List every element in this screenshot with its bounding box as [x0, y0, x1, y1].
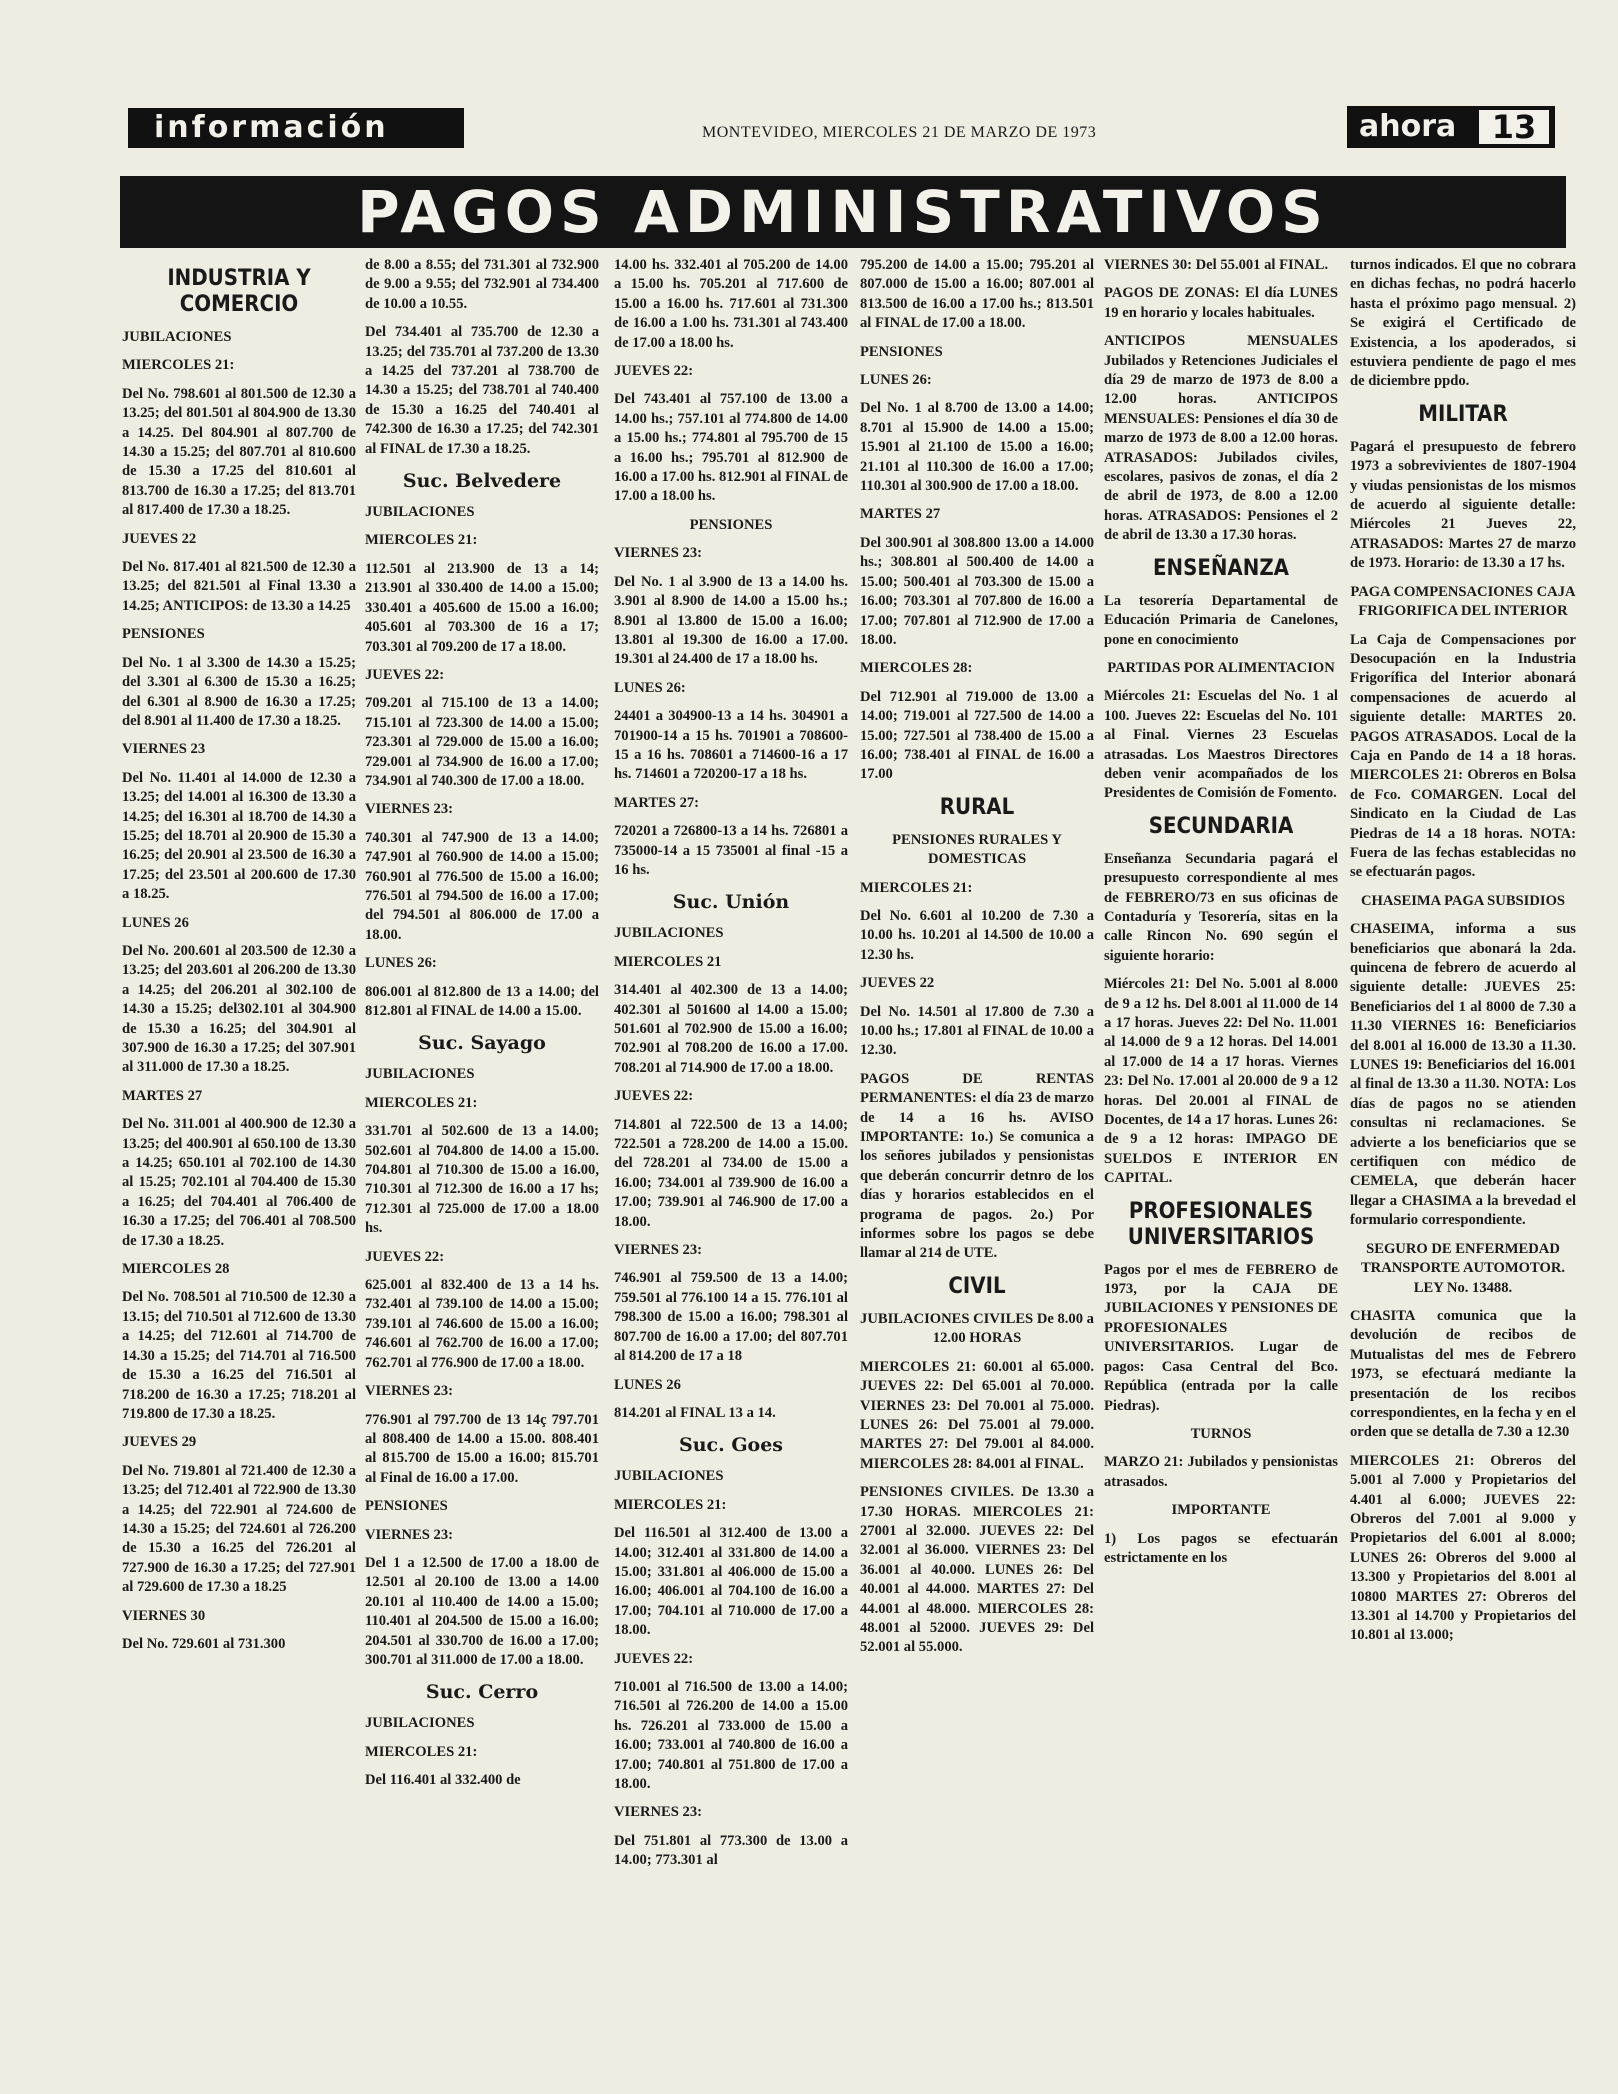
subheading: PAGA COMPENSACIONES CAJA FRIGORIFICA DEL INTERIOR: [1350, 583, 1576, 620]
paragraph: Del 300.901 al 308.800 13.00 a 14.000 hs.; 308.801 al 500.400 de 14.00 a 15.00; 500.401 al 703.300 de 15.00 a 16.00; 703.301 al 707.800 de 16.00 a 17.00; 707.801 al 712.900 de 17.00 a 18.00.: [860, 534, 1094, 648]
paragraph: Del No. 311.001 al 400.900 de 12.30 a 13.25; del 400.901 al 650.100 de 13.30 a 14.25; 650.101 al 702.100 de 14.30 al 15.25; 702.101 al 704.400 de 15.30 a 16.25; del 704.401 al 706.400 de 16.30 a 17.25; del 706.401 al 708.500 de 17.30 a 18.25.: [122, 1116, 356, 1249]
subheading: JUBILACIONES: [614, 925, 724, 942]
column-6: [1350, 256, 1576, 1655]
subheading: PENSIONES: [365, 1498, 448, 1515]
paragraph: Del 1 a 12.500 de 17.00 a 18.00 de 12.501 al 20.100 de 13.00 a 14.00 20.101 al 110.400 de 14.00 a 15.00; 110.401 al 204.500 de 15.00 a 16.00; 204.501 al 330.700 de 16.00 a 17.00; 300.701 al 311.000 de 17.00 a 18.00.: [365, 1554, 599, 1668]
subheading: JUBILACIONES: [365, 1715, 475, 1732]
column-4: [860, 256, 1094, 1667]
paragraph: 776.901 al 797.700 de 13 14ç 797.701 al 808.400 de 14.00 a 15.00. 808.401 al 815.700 de 15.00 a 16.00; 815.701 al Final de 16.00 a 17.00.: [365, 1411, 599, 1486]
subheading: VIERNES 23:: [365, 801, 453, 818]
subheading: JUBILACIONES: [365, 504, 475, 521]
subheading: MIERCOLES 21:: [122, 357, 235, 374]
section-heading: INDUSTRIA Y COMERCIO: [167, 266, 311, 317]
subheading: MARTES 27:: [614, 794, 700, 811]
subheading: JUBILACIONES: [365, 1066, 475, 1083]
paragraph: Del No. 1 al 3.300 de 14.30 a 15.25; del 3.301 al 6.300 de 15.30 a 16.25; del 6.301 al 8.900 de 16.30 a 17.25; del 8.901 al 11.400 de 17.30 a 18.25.: [122, 654, 356, 729]
subheading: MIERCOLES 21: [614, 953, 722, 970]
subheading: VIERNES 23:: [365, 1383, 453, 1400]
column-1: [122, 256, 356, 1663]
paragraph: PAGOS DE ZONAS: El día LUNES 19 en horario y locales habituales.: [1104, 285, 1338, 321]
paragraph: Pagará el presupuesto de febrero 1973 a sobrevivientes de 1807-1904 y viudas pensionistas de los mismos de acuerdo al siguiente detalle: Miércoles 21 Jueves 22, ATRASADOS: Martes 27 de marzo de 1973. Horario: de 13.30 a 17 hs.: [1350, 438, 1576, 572]
branch-heading: Suc. Unión: [672, 891, 790, 914]
subheading: VIERNES 23: [122, 741, 206, 758]
section-heading: CIVIL: [948, 1273, 1006, 1299]
paragraph: 1) Los pagos se efectuarán estrictamente en los: [1104, 1530, 1338, 1566]
newspaper-name: [1347, 106, 1555, 148]
section-heading: MILITAR: [1418, 401, 1508, 427]
dateline: MONTEVIDEO, MIERCOLES 21 DE MARZO DE 1973: [702, 124, 1097, 141]
subheading: MIERCOLES 21:: [365, 1094, 478, 1111]
subheading: JUEVES 22:: [365, 1248, 445, 1265]
subheading: JUBILACIONES: [122, 329, 232, 345]
branch-heading: Suc. Cerro: [425, 1681, 539, 1704]
subheading: PENSIONES RURALES Y DOMESTICAS: [892, 831, 1062, 868]
subheading: VIERNES 30: [122, 1607, 206, 1624]
subheading: CHASEIMA PAGA SUBSIDIOS: [1360, 892, 1566, 909]
paragraph: 710.001 al 716.500 de 13.00 a 14.00; 716.501 al 726.200 de 14.00 a 15.00 hs. 726.201 al 733.000 de 15.00 a 16.00; 733.001 al 740.800 de 16.00 a 17.00; 740.801 al 751.800 de 17.00 a 18.00.: [614, 1678, 848, 1792]
banner-title: PAGOS ADMINISTRATIVOS: [120, 176, 1566, 248]
paragraph: Miércoles 21: Del No. 5.001 al 8.000 de 9 a 12 hs. Del 8.001 al 11.000 de 14 a 17 horas. Jueves 22: Del No. 11.001 al 14.000 de 9 a 12 horas. Del 14.001 al 17.000 de 14 a 17 horas. Viernes 23: Del No. 17.001 al 20.000 de 9 a 12 horas. Del 20.001 al FINAL de Docentes, de 14 a 17 horas. Lunes 26: de 9 a 12 horas: IMPAGO DE SUELDOS E INTERIOR EN CAPITAL.: [1104, 976, 1338, 1187]
paragraph: Del 116.501 al 312.400 de 13.00 a 14.00; 312.401 al 331.800 de 14.00 a 15.00; 331.801 al 406.000 de 15.00 a 16.00; 406.001 al 704.100 de 16.00 a 17.00; 704.101 al 710.000 de 17.00 a 18.00.: [614, 1525, 848, 1639]
paragraph: 746.901 al 759.500 de 13 a 14.00; 759.501 al 776.100 14 a 15. 776.101 al 798.300 de 15.00 a 16.00; 798.301 al 807.700 de 16.00 a 17.00; del 807.701 al 814.200 de 17 a 18: [614, 1270, 848, 1365]
subheading: VIERNES 23:: [614, 545, 702, 562]
paragraph: 24401 a 304900-13 a 14 hs. 304901 a 701900-14 a 15 hs. 701901 a 708600-15 a 16 hs. 708601 a 714600-16 a 17 hs. 714601 a 720200-17 a 18 hs.: [614, 708, 848, 783]
subheading: MIERCOLES 21:: [365, 1743, 478, 1760]
subheading: PARTIDAS POR ALIMENTACION: [1107, 659, 1335, 676]
paragraph: 806.001 al 812.800 de 13 a 14.00; del 812.801 al FINAL de 14.00 a 15.00.: [365, 983, 599, 1019]
paragraph: MIERCOLES 21: Obreros del 5.001 al 7.000 y Propietarios del 4.401 al 6.000; JUEVES 22: Obreros del 7.001 al 9.000 y Propietarios del 6.001 al 8.000; LUNES 26: Obreros del 9.000 al 13.300 y Propietarios del 8.001 al 10800 MARTES 27: Obreros del 13.301 al 14.700 y Propietarios del 10.801 al 13.000;: [1350, 1452, 1576, 1644]
subheading: JUBILACIONES CIVILES De 8.00 a 12.00 HORAS: [860, 1310, 1094, 1347]
paragraph: CHASEIMA, informa a sus beneficiarios que abonará la 2da. quincena de febrero de acuerdo al siguiente detalle: JUEVES 25: Beneficiarios del 1 al 8000 de 7.30 a 11.30 VIERNES 16: Beneficiarios del 8.001 al 16.000 de 13.30 a 11.30. LUNES 19: Beneficiarios del 16.001 al final de 13.30 a 11.30. NOTA: Los días de pagos no se atienden consultas ni reclamaciones. Se advierte a los beneficiarios que se certifiquen con médico de CEMELA, que deberán hacer llegar a CHASIMA a la brevedad el formulario correspondiente.: [1350, 921, 1576, 1229]
column-5: [1104, 256, 1338, 1577]
paragraph: 331.701 al 502.600 de 13 a 14.00; 502.601 al 704.800 de 14.00 a 15.00. 704.801 al 710.300 de 15.00 a 16.00, 710.301 al 712.300 de 16.00 a 17 hs; 712.301 al 725.000 de 17.00 a 18.00 hs.: [365, 1123, 599, 1237]
subheading: MARTES 27: [122, 1087, 203, 1104]
paragraph: Del No. 11.401 al 14.000 de 12.30 a 13.25; del 14.001 al 16.300 de 13.30 a 14.25; del 16.301 al 18.700 de 14.30 a 15.25; del 18.701 al 20.900 de 15.30 a 16.25; del 20.901 al 23.500 de 16.30 a 17.25; del 23.501 al 200.600 de 17.30 a 18.25.: [122, 769, 356, 903]
paragraph: Del 116.401 al 332.400 de: [365, 1772, 521, 1789]
newspaper-title: ahora: [1359, 109, 1457, 144]
subheading: MIERCOLES 28:: [860, 660, 973, 677]
subheading: JUEVES 22:: [614, 1650, 694, 1667]
paragraph: de 8.00 a 8.55; del 731.301 al 732.900 de 9.00 a 9.55; del 732.901 al 734.400 de 10.00 a 10.55.: [365, 257, 599, 312]
paragraph: La Caja de Compensaciones por Desocupación en la Industria Frigorífica del Interior abonará compensaciones de acuerdo al siguiente detalle: MARTES 20. PAGOS ATRASADOS. Local de la Caja en Pando de 14 a 18 horas. MIERCOLES 21: Obreros en Bolsa de Fco. COMARGEN. Local del Sindicato en la Ciudad de Las Piedras de 14 a 18 horas. NOTA: Fuera de las fechas establecidas no se efectuarán pagos.: [1350, 631, 1576, 881]
subheading: SEGURO DE ENFERMEDAD TRANSPORTE AUTOMOTOR. LEY No. 13488.: [1360, 1240, 1566, 1296]
paragraph: CHASITA comunica que la devolución de recibos de Mutualistas del mes de Febrero 1973, se efectuará mediante la presentación de los recibos correspondientes, en la fecha y en el orden que se detalla de 7.30 a 12.30: [1350, 1307, 1576, 1441]
subheading: PENSIONES: [689, 516, 773, 533]
paragraph: VIERNES 30: Del 55.001 al FINAL.: [1104, 257, 1329, 273]
paragraph: Del No. 719.801 al 721.400 de 12.30 a 13.25; del 712.401 al 722.900 de 13.30 a 14.25; del 722.901 al 724.600 de 14.30 a 15.25; del 724.601 al 726.200 de 15.30 a 16.25 del 726.201 al 727.900 de 16.30 a 17.25; del 727.901 al 729.600 de 17.30 a 18.25: [122, 1462, 356, 1596]
subheading: JUEVES 22:: [365, 666, 445, 683]
subheading: IMPORTANTE: [1171, 1502, 1271, 1519]
column-2: [365, 256, 599, 1800]
subheading: VIERNES 23:: [614, 1804, 702, 1821]
paragraph: Del 751.801 al 773.300 de 13.00 a 14.00; 773.301 al: [614, 1832, 848, 1869]
subheading: LUNES 26: [122, 914, 189, 931]
paragraph: Del 712.901 al 719.000 de 13.00 a 14.00; 719.001 al 727.500 de 14.00 a 15.00; 727.501 al 738.400 de 15.00 a 16.00; 738.401 al FINAL de 16.00 a 17.00: [860, 688, 1094, 783]
subheading: JUEVES 22: [122, 530, 197, 547]
paragraph: 14.00 hs. 332.401 al 705.200 de 14.00 a 15.00 hs. 705.201 al 717.600 de 15.00 a 16.00 hs. 717.601 al 731.300 de 16.00 a 1.00 hs. 731.301 al 743.400 de 17.00 a 18.00 hs.: [614, 257, 848, 351]
paragraph: Del No. 817.401 al 821.500 de 12.30 a 13.25; del 821.501 al Final 13.30 a 14.25; ANTICIPOS: de 13.30 a 14.25: [122, 559, 356, 614]
subheading: JUEVES 22:: [614, 363, 694, 380]
subheading: PENSIONES: [860, 343, 943, 360]
paragraph: PAGOS DE RENTAS PERMANENTES: el día 23 de marzo de 14 a 16 hs. AVISO IMPORTANTE: 1o.) Se comunica a los señores jubilados y pensionistas que deberán concurrir detnro de los días y horarios establecidos en el programa de pagos. 2o.) Por informes sobre los pagos se debe llamar al 214 de UTE.: [860, 1070, 1094, 1262]
paragraph: turnos indicados. El que no cobrara en dichas fechas, no podrá hacerlo hasta el próximo pago mensual. 2) Se exigirá el Certificado de Existencia, a los apoderados, si estuviera pendiente de pago el mes de diciembre ppdo.: [1350, 257, 1576, 390]
subheading: PENSIONES: [122, 626, 205, 643]
subheading: JUBILACIONES: [614, 1468, 724, 1485]
branch-heading: Suc. Belvedere: [402, 470, 562, 493]
section-label: información: [128, 108, 464, 148]
subheading: LUNES 26:: [860, 372, 932, 389]
paragraph: ANTICIPOS MENSUALES Jubilados y Retenciones Judiciales el día 29 de marzo de 1973 de 8.00 a 12.00 horas. ANTICIPOS MENSUALES: Pensiones el día 30 de marzo de 1973 de 8.00 a 12.00 horas. ATRASADOS: Jubilados civiles, escolares, pasivos de zonas, el día 2 de abril de 1973, de 8.00 a 12.00 horas. ATRASADOS: Pensiones el 2 de abril de 13.30 a 17.30 horas.: [1104, 333, 1338, 544]
branch-heading: Suc. Goes: [678, 1434, 784, 1457]
paragraph: 709.201 al 715.100 de 13 a 14.00; 715.101 al 723.300 de 14.00 a 15.00; 723.301 al 729.000 de 15.00 a 16.00; 729.001 al 734.900 de 16.00 a 17.00; 734.901 al 740.300 de 17.00 a 18.00.: [365, 695, 599, 789]
paragraph: Del No. 1 al 8.700 de 13.00 a 14.00; 8.701 al 15.900 de 14.00 a 15.00; 15.901 al 21.100 de 15.00 a 16.00; 21.101 al 110.300 de 16.00 a 17.00; 110.301 al 300.900 de 17.00 a 18.00.: [860, 400, 1094, 495]
section-heading: SECUNDARIA: [1148, 813, 1294, 839]
paragraph: 625.001 al 832.400 de 13 a 14 hs. 732.401 al 739.100 de 14.00 a 15.00; 739.101 al 746.600 de 15.00 a 16.00; 746.601 al 762.700 de 16.00 a 17.00; 762.701 al 776.900 de 17.00 a 18.00.: [365, 1277, 599, 1371]
subheading: LUNES 26: [614, 1376, 681, 1393]
subheading: MIERCOLES 28: [122, 1261, 230, 1278]
page-number: 13: [1479, 110, 1549, 144]
branch-heading: Suc. Sayago: [418, 1032, 546, 1055]
subheading: JUEVES 22:: [614, 1088, 694, 1105]
paragraph: Del 734.401 al 735.700 de 12.30 a 13.25; del 735.701 al 737.200 de 13.30 a 14.25 del 737.201 al 738.700 de 14.30 a 15.25; del 738.701 al 740.400 de 15.30 a 16.25 del 740.401 al 742.300 de 16.30 a 17.25; del 742.301 al FINAL de 17.30 a 18.25.: [365, 324, 599, 457]
paragraph: Del No. 1 al 3.900 de 13 a 14.00 hs. 3.901 al 8.900 de 14.00 a 15.00 hs.; 8.901 al 13.800 de 15.00 a 16.00; 13.801 al 19.300 de 16.00 a 17.00. 19.301 al 24.400 de 17 a 18.00 hs.: [614, 573, 848, 668]
paragraph: 795.200 de 14.00 a 15.00; 795.201 al 807.000 de 15.00 a 16.00; 807.001 al 813.500 de 16.00 a 17.00 hs.; 813.501 al FINAL de 17.00 a 18.00.: [860, 257, 1094, 332]
paragraph: Del No. 200.601 al 203.500 de 12.30 a 13.25; del 203.601 al 206.200 de 13.30 a 14.25; del 206.201 al 302.100 de 14.30 a 15.25; del302.101 al 304.900 de 15.30 a 16.25; del 304.901 al 307.900 de 16.30 a 17.25; del 307.901 al 311.000 de 17.30 a 18.25.: [122, 942, 356, 1076]
subheading: MIERCOLES 21:: [365, 532, 478, 549]
paragraph: 314.401 al 402.300 de 13 a 14.00; 402.301 al 501600 al 14.00 a 15.00; 501.601 al 702.900 de 15.00 a 16.00; 702.901 al 708.200 de 16.00 a 17.00. 708.201 al 714.900 de 17.00 a 18.00.: [614, 982, 848, 1076]
subheading: MIERCOLES 21:: [860, 879, 973, 896]
subheading: JUEVES 22: [860, 975, 935, 992]
paragraph: Del No. 708.501 al 710.500 de 12.30 a 13.15; del 710.501 al 712.600 de 13.30 a 14.25; del 712.601 al 714.700 de 14.30 a 15.25; del 714.701 al 716.500 de 15.30 a 16.25 del 716.501 al 718.200 de 16.30 a 17.25; 718.201 al 719.800 de 17.30 a 18.25.: [122, 1289, 356, 1422]
paragraph: MIERCOLES 21: 60.001 al 65.000. JUEVES 22: Del 65.001 al 70.000. VIERNES 23: Del 70.001 al 75.000. LUNES 26: Del 75.001 al 79.000. MARTES 27: Del 79.001 al 84.000. MIERCOLES 28: 84.001 al FINAL.: [860, 1358, 1094, 1472]
paragraph: Del No. 798.601 al 801.500 de 12.30 a 13.25; del 801.501 al 804.900 de 13.30 a 14.25. Del 804.901 al 807.700 de 14.30 a 15.25; del 807.701 al 810.600 de 15.30 a 17.25 del 810.601 al 813.700 de 16.30 a 17.25; del 813.701 al 817.400 de 17.30 a 18.25.: [122, 385, 356, 519]
paragraph: 714.801 al 722.500 de 13 a 14.00; 722.501 a 728.200 de 14.00 a 15.00. del 728.201 al 734.00 de 15.00 a 16.00; 734.001 al 739.900 de 16.00 a 17.00; 739.901 al 746.900 de 17.00 a 18.00.: [614, 1116, 848, 1230]
section-heading: RURAL: [939, 794, 1015, 820]
paragraph: 740.301 al 747.900 de 13 a 14.00; 747.901 al 760.900 de 14.00 a 15.00; 760.901 al 776.500 de 15.00 a 16.00; 776.501 al 794.500 de 16.00 a 17.00; del 794.501 al 806.000 de 17.00 a 18.00.: [365, 829, 599, 943]
paragraph: Enseñanza Secundaria pagará el presupuesto correspondiente al mes de FEBRERO/73 en sus oficinas de Contaduría y Tesorería, sitas en la calle Rincon No. 690 según el siguiente horario:: [1104, 850, 1338, 964]
paragraph: Del No. 14.501 al 17.800 de 7.30 a 10.00 hs.; 17.801 al FINAL de 10.00 a 12.30.: [860, 1003, 1094, 1059]
section-heading: ENSEÑANZA: [1153, 555, 1289, 581]
paragraph: Miércoles 21: Escuelas del No. 1 al 100. Jueves 22: Escuelas del No. 101 al Final. Viernes 23 Escuelas atrasadas. Los Maestros Directores deben venir acompañados de los Presidentes de Comisión de Fomento.: [1104, 688, 1338, 802]
page-header: [120, 104, 1570, 152]
paragraph: 814.201 al FINAL 13 a 14.: [614, 1404, 776, 1421]
paragraph: 720201 a 726800-13 a 14 hs. 726801 a 735000-14 a 15 735001 al final -15 a 16 hs.: [614, 823, 848, 878]
subheading: MARTES 27: [860, 506, 941, 523]
paragraph: La tesorería Departamental de Educación Primaria de Canelones, pone en conocimiento: [1104, 592, 1338, 648]
paragraph: Del No. 6.601 al 10.200 de 7.30 a 10.00 hs. 10.201 al 14.500 de 10.00 a 12.30 hs.: [860, 907, 1094, 963]
subheading: MIERCOLES 21:: [614, 1496, 727, 1513]
paragraph: Pagos por el mes de FEBRERO de 1973, por la CAJA DE JUBILACIONES Y PENSIONES DE PROFESIONALES UNIVERSITARIOS. Lugar de pagos: Casa Central del Bco. República (entrada por la calle Piedras).: [1104, 1261, 1338, 1414]
subheading: LUNES 26:: [614, 679, 686, 696]
paragraph: 112.501 al 213.900 de 13 a 14; 213.901 al 330.400 de 14.00 a 15.00; 330.401 a 405.600 de 15.00 a 16.00; 405.601 al 703.300 de 16 a 17; 703.301 al 709.200 de 17 a 18.00.: [365, 560, 599, 655]
paragraph: MARZO 21: Jubilados y pensionistas atrasados.: [1104, 1454, 1338, 1490]
subheading: VIERNES 23:: [614, 1242, 702, 1259]
paragraph: Del No. 729.601 al 731.300: [122, 1635, 286, 1652]
subheading: VIERNES 23:: [365, 1526, 453, 1543]
column-3: [614, 256, 848, 1880]
paragraph: PENSIONES CIVILES. De 13.30 a 17.30 HORAS. MIERCOLES 21: 27001 al 32.000. JUEVES 22: Del 32.001 al 36.000. VIERNES 23: Del 36.001 al 40.000. LUNES 26: Del 40.001 al 44.000. MARTES 27: Del 44.001 al 48.000. MIERCOLES 28: 48.001 al 52000. JUEVES 29: Del 52.001 al 55.000.: [860, 1484, 1094, 1656]
subheading: JUEVES 29: [122, 1434, 197, 1451]
subheading: TURNOS: [1190, 1425, 1252, 1442]
paragraph: Del 743.401 al 757.100 de 13.00 a 14.00 hs.; 757.101 al 774.800 de 14.00 a 15.00 hs.; 774.801 al 795.700 de 15 a 16.00 hs.; 795.701 al 812.900 de 16.00 a 17.00 hs. 812.901 al FINAL de 17.00 a 18.00 hs.: [614, 391, 848, 505]
subheading: LUNES 26:: [365, 955, 437, 972]
section-heading: PROFESIONALES UNIVERSITARIOS: [1127, 1198, 1315, 1250]
